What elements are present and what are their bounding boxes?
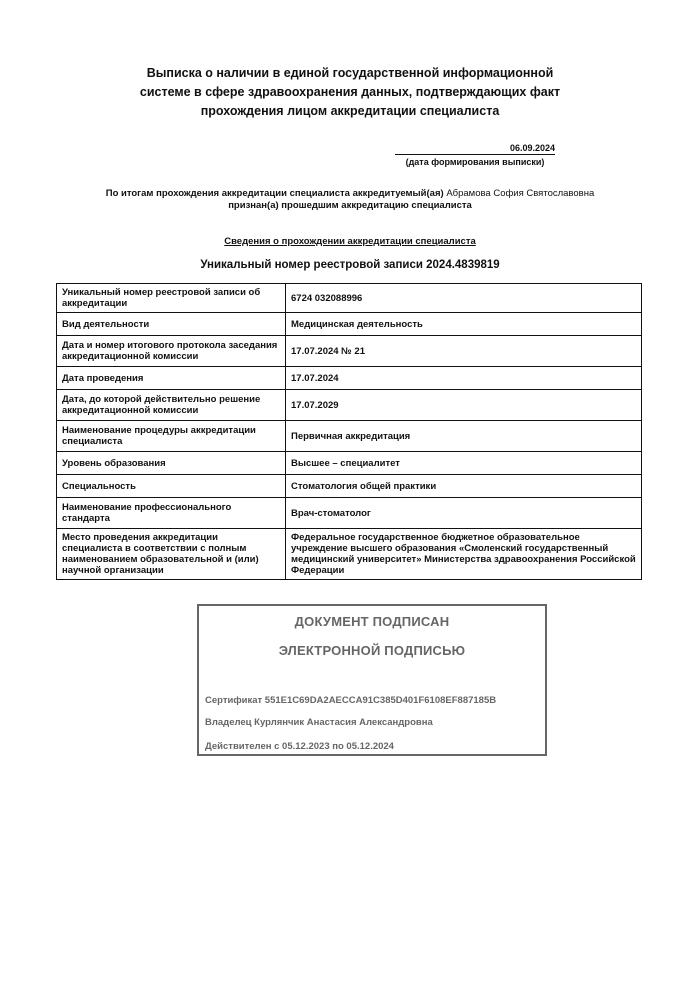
date-block xyxy=(395,143,555,167)
table-row xyxy=(57,452,642,475)
stamp-title-line-1: ДОКУМЕНТ ПОДПИСАН xyxy=(294,614,450,629)
table-row xyxy=(57,529,642,580)
title-line-2: системе в сфере здравоохранения данных, подтверждающих факт xyxy=(139,85,561,99)
table-row xyxy=(57,421,642,452)
stamp-owner: Владелец Курлянчик Анастасия Александровна xyxy=(205,717,433,728)
row-label: Наименование профессионального стандарта xyxy=(57,498,286,529)
row-value: Стоматология общей практики xyxy=(286,475,642,498)
section-heading: Сведения о прохождении аккредитации специалиста xyxy=(224,236,476,247)
row-value: 17.07.2024 xyxy=(286,367,642,390)
stamp-certificate: Сертификат 551E1C69DA2AECCA91C385D401F6108EF887185B xyxy=(205,695,497,706)
row-value: Медицинская деятельность xyxy=(286,313,642,336)
row-label: Вид деятельности xyxy=(57,313,286,336)
table-row xyxy=(57,475,642,498)
row-value: 17.07.2024 № 21 xyxy=(286,336,642,367)
row-value: Высшее – специалитет xyxy=(286,452,642,475)
table-row xyxy=(57,336,642,367)
row-label: Дата и номер итогового протокола заседания аккредитационной комиссии xyxy=(57,336,286,367)
stamp-validity: Действителен с 05.12.2023 по 05.12.2024 xyxy=(205,741,394,752)
row-label: Наименование процедуры аккредитации специалиста xyxy=(57,421,286,452)
intro-line-1 xyxy=(60,188,640,200)
row-value: Врач-стоматолог xyxy=(286,498,642,529)
registry-number: Уникальный номер реестровой записи 2024.4839819 xyxy=(200,259,500,271)
row-value: Первичная аккредитация xyxy=(286,421,642,452)
table-row xyxy=(57,284,642,313)
row-label: Дата, до которой действительно решение аккредитационной комиссии xyxy=(57,390,286,421)
intro-paragraph xyxy=(60,188,640,212)
row-label: Специальность xyxy=(57,475,286,498)
row-label: Уникальный номер реестровой записи об аккредитации xyxy=(57,284,286,313)
row-label: Место проведения аккредитации специалиста в соответствии с полным наименованием образовательной и (или) научной организации xyxy=(57,529,286,580)
row-value: Федеральное государственное бюджетное образовательное учреждение высшего образования «Смоленский государственный медицинский университет» Министерства здравоохранения Российской Федерации xyxy=(286,529,642,580)
title-line-3: прохождения лицом аккредитации специалиста xyxy=(200,104,500,118)
row-value: 17.07.2029 xyxy=(286,390,642,421)
issue-date-caption: (дата формирования выписки) xyxy=(405,157,545,167)
row-label: Дата проведения xyxy=(57,367,286,390)
table-row xyxy=(57,313,642,336)
issue-date: 06.09.2024 xyxy=(395,143,555,155)
stamp-title-line-2: ЭЛЕКТРОННОЙ ПОДПИСЬЮ xyxy=(278,643,466,658)
intro-suffix: признан(а) прошедшим аккредитацию специалиста xyxy=(228,200,472,211)
accreditation-table xyxy=(56,283,642,580)
document-title xyxy=(120,64,580,121)
accredited-person-name: Абрамова София Святославовна xyxy=(446,188,595,199)
row-label: Уровень образования xyxy=(57,452,286,475)
electronic-signature-stamp xyxy=(197,604,547,756)
intro-prefix: По итогам прохождения аккредитации специалиста аккредитуемый(ая) xyxy=(105,188,444,199)
title-line-1: Выписка о наличии в единой государственной информационной xyxy=(146,66,554,80)
row-value: 6724 032088996 xyxy=(286,284,642,313)
table-row xyxy=(57,367,642,390)
table-row xyxy=(57,498,642,529)
table-row xyxy=(57,390,642,421)
